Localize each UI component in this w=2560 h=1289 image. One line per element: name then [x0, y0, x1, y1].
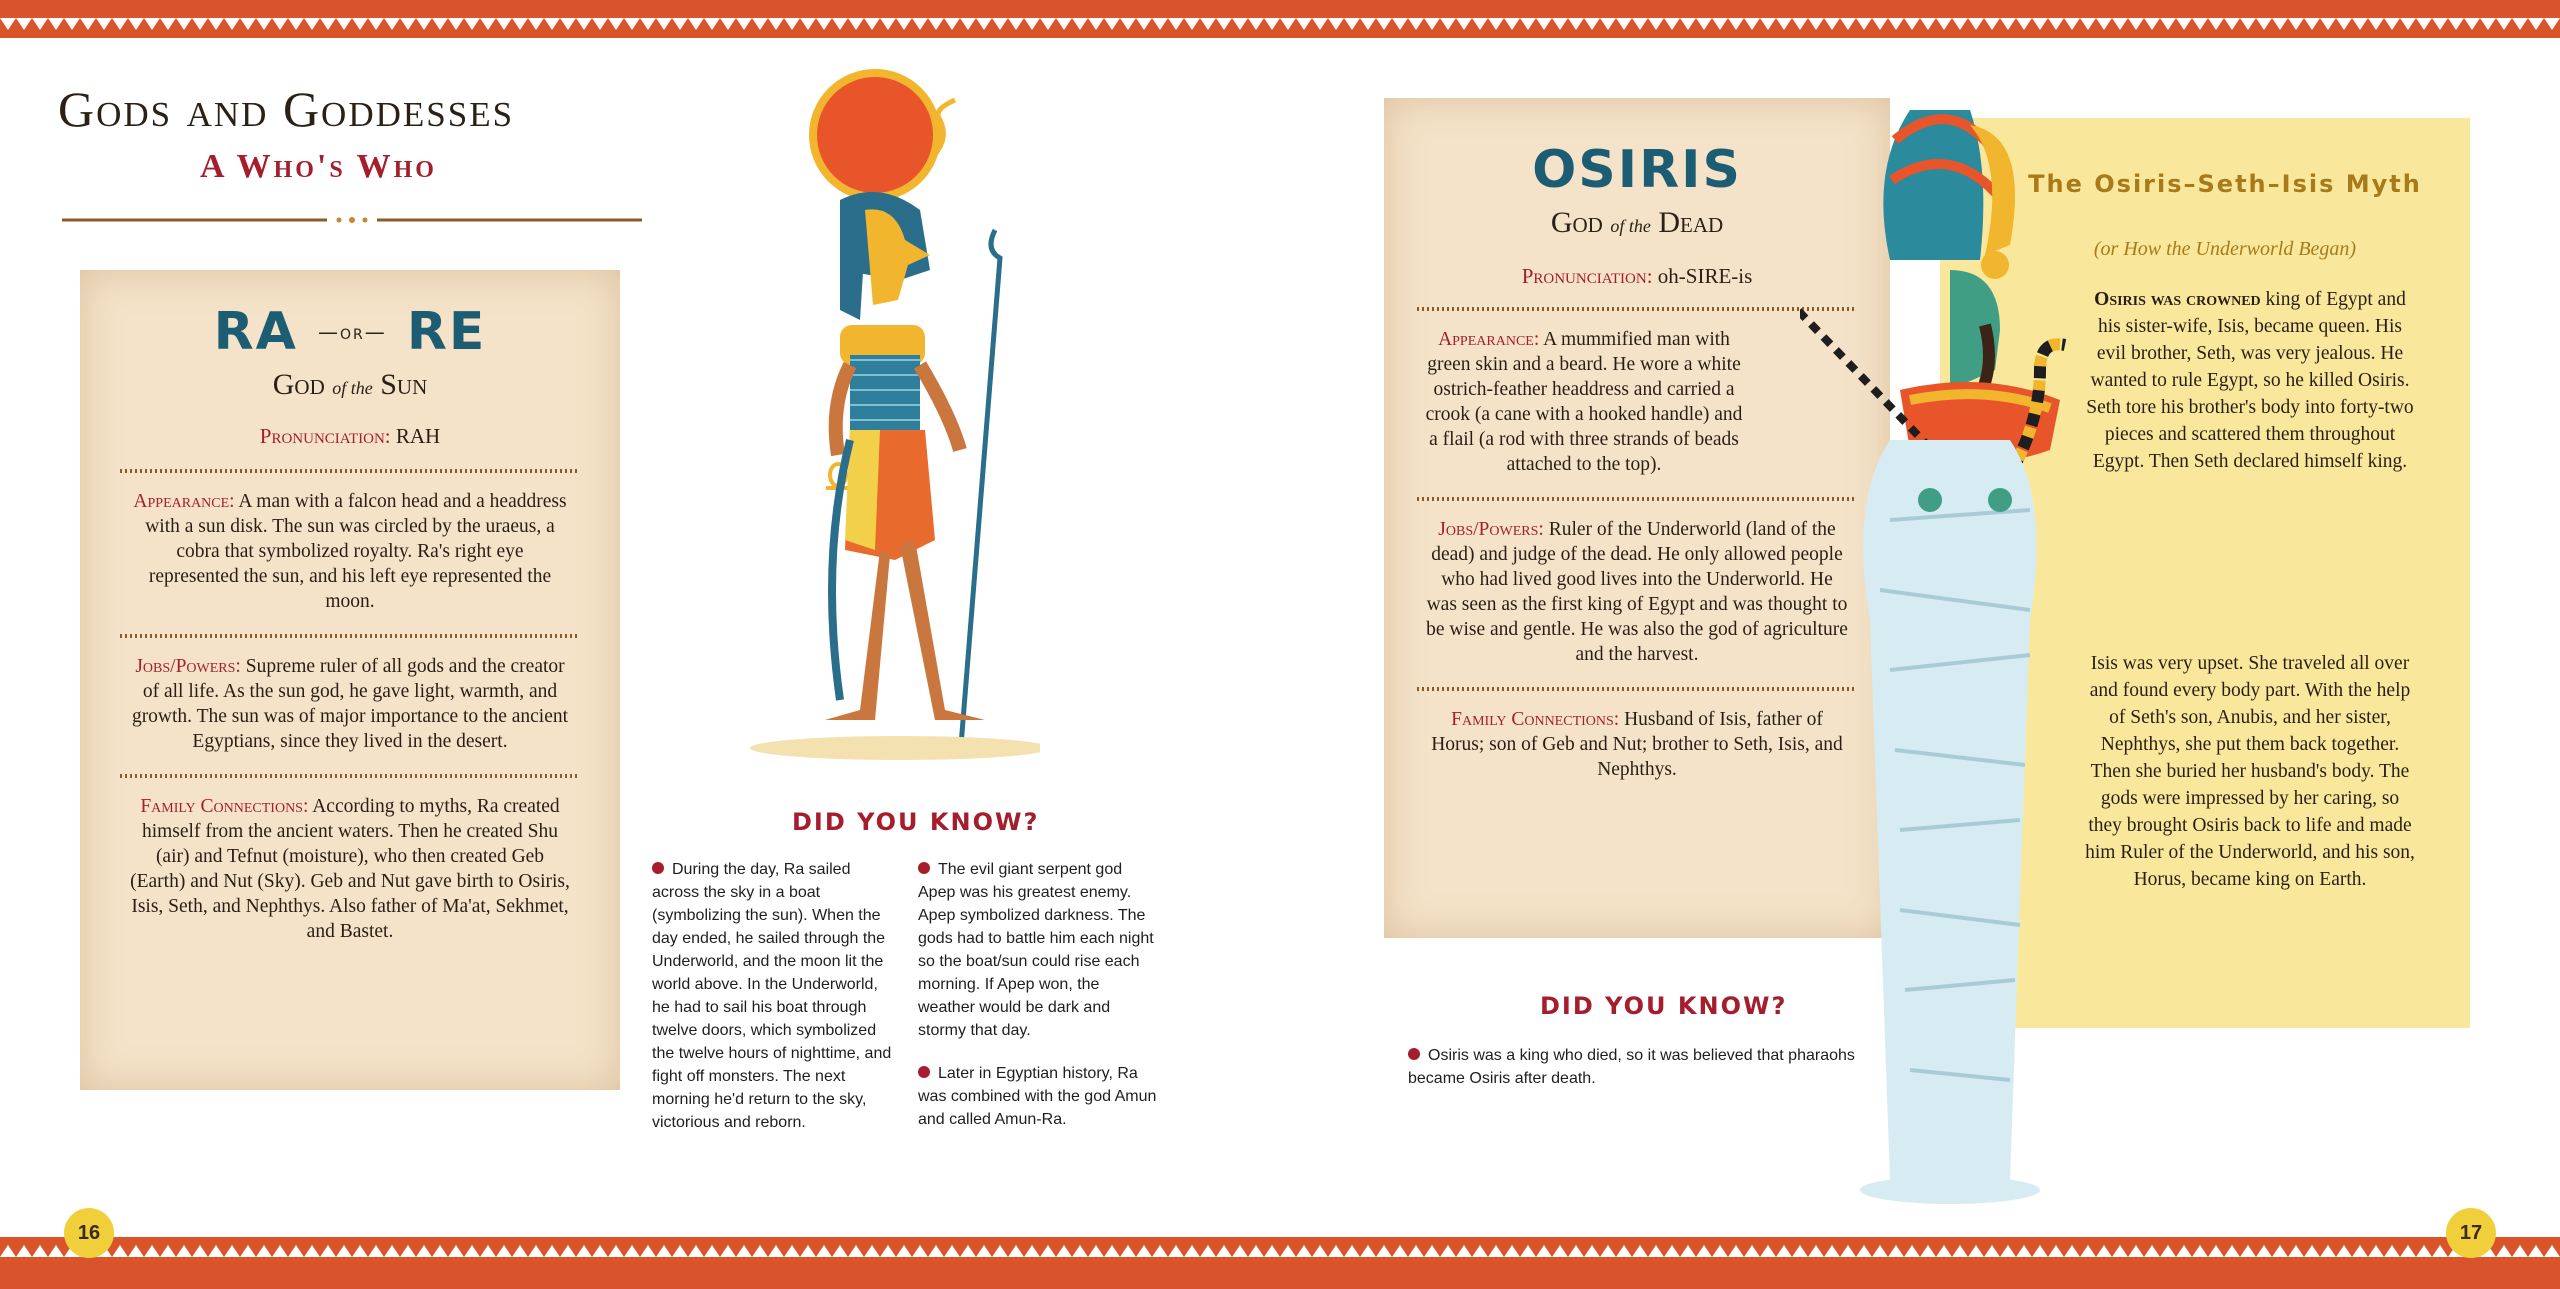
bullet-icon	[918, 862, 930, 874]
osiris-name: OSIRIS	[1532, 140, 1742, 200]
dyk-title-right: DID YOU KNOW?	[1540, 992, 1788, 1020]
dyk-left-item-2-text: The evil giant serpent god Apep was his greatest enemy. Apep symbolized darkness. The gods had to battle him each night so the boat/sun could rise each morning. If Apep won, the weather would be dark and stormy that day.	[918, 861, 1154, 1039]
osiris-pron-label: Pronunciation:	[1521, 264, 1653, 288]
dyk-left-item-3-text: Later in Egyptian history, Ra was combined with the god Amun and called Amun-Ra.	[918, 1065, 1157, 1128]
page-number-left: 16	[64, 1208, 114, 1258]
osiris-family-text: Husband of Isis, father of Horus; son of Geb and Nut; brother to Seth, Isis, and Nephthys.	[1431, 709, 1843, 780]
myth-lead: Osiris was crowned	[2094, 289, 2261, 310]
osiris-sub-pre: God	[1550, 206, 1603, 239]
ra-divider-3	[120, 772, 580, 780]
bullet-icon	[918, 1066, 930, 1078]
myth-title: The Osiris–Seth–Isis Myth	[2028, 170, 2422, 198]
ra-family	[80, 780, 620, 944]
bottom-border	[0, 1237, 2560, 1289]
dyk-right-item-1	[1408, 1044, 1868, 1090]
page-subtitle: A Who's Who	[200, 148, 437, 185]
ra-family-text: According to myths, Ra created himself from the ancient waters. Then he created Shu (air) and Tefnut (moisture), who then created Geb (Earth) and Nut (Sky). Geb and Nut gave birth to Osiris, Isis, Seth, and Nephthys. Also father of Ma'at, Sekhmet, and Bastet.	[130, 796, 570, 942]
ra-pron-value: RAH	[395, 424, 441, 448]
bullet-icon	[1408, 1048, 1420, 1060]
osiris-appearance-label: Appearance:	[1438, 329, 1540, 350]
page-title: Gods and Goddesses	[58, 81, 515, 137]
ra-name-or: —or—	[317, 320, 387, 344]
ra-name-b: RE	[406, 302, 487, 362]
myth-para-2: Isis was very upset. She traveled all over and found every body part. With the help of Seth's son, Anubis, and her sister, Nephthys, she put them back together. Then she buried her husband's body. The gods were impressed by her caring, so they brought Osiris back to life and made him Ruler of the Underworld, and his son, Horus, became king on Earth.	[2085, 653, 2415, 890]
osiris-divider-2	[1417, 495, 1857, 503]
ra-jobs-label: Jobs/Powers:	[135, 656, 241, 677]
ra-appearance-text: A man with a falcon head and a headdress with a sun disk. The sun was circled by the uraeus, a cobra that symbolized royalty. Ra's right eye represented the sun, and his left eye represented the moon.	[145, 491, 567, 612]
dyk-right-col	[1408, 1044, 1868, 1110]
dyk-title-left: DID YOU KNOW?	[792, 808, 1040, 836]
page-number-right: 17	[2446, 1208, 2496, 1258]
osiris-pron-value: oh-SIRE-is	[1657, 264, 1753, 288]
ra-pron-label: Pronunciation:	[259, 424, 391, 448]
bottom-border-pattern	[0, 1243, 2560, 1257]
ra-jobs	[80, 640, 620, 754]
dyk-left-col1	[652, 858, 892, 1154]
myth-para-1: king of Egypt and his sister-wife, Isis, became queen. His evil brother, Seth, was very jealous. He wanted to rule Egypt, so he killed Osiris. Seth tore his brother's body into forty-two pieces and scattered them throughout Egypt. Then Seth declared himself king.	[2086, 289, 2414, 472]
osiris-divider-3	[1417, 685, 1857, 693]
osiris-appearance-text: A mummified man with green skin and a beard. He wore a white ostrich-feather headdress and carried a crook (a cane with a hooked handle) and a flail (a rod with three strands of beads attached to the top).	[1425, 329, 1743, 475]
dyk-left-item-1-text: During the day, Ra sailed across the sky in a boat (symbolizing the sun). When the day ended, he sailed through the Underworld, and the moon lit the world above. In the Underworld, he had to sail his boat through twelve doors, which symbolized the twelve hours of nighttime, and fight off monsters. The next morning he'd return to the sky, victorious and reborn.	[652, 861, 892, 1131]
ra-divider-1	[120, 467, 580, 475]
ra-name-a: RA	[213, 302, 298, 362]
osiris-divider-1	[1417, 305, 1857, 313]
ra-pronunciation	[80, 424, 620, 449]
dyk-left-col2	[918, 858, 1158, 1151]
top-border-pattern	[0, 18, 2560, 32]
ra-sub-pre: God	[272, 368, 325, 401]
osiris-sub-of: of the	[1610, 216, 1651, 236]
ra-illustration	[700, 60, 1040, 780]
top-border	[0, 0, 2560, 38]
ra-appearance-label: Appearance:	[133, 491, 235, 512]
osiris-sub-post: Dead	[1658, 206, 1724, 239]
dyk-left-item-2	[918, 858, 1158, 1042]
myth-text-2	[2085, 650, 2415, 893]
osiris-jobs-label: Jobs/Powers:	[1438, 519, 1544, 540]
sun-disk-icon	[813, 73, 937, 197]
dyk-right-item-1-text: Osiris was a king who died, so it was believed that pharaohs became Osiris after death.	[1408, 1047, 1855, 1087]
bullet-icon	[652, 862, 664, 874]
ra-subtitle	[80, 368, 620, 402]
myth-text	[2085, 286, 2415, 475]
osiris-family-label: Family Connections:	[1451, 709, 1620, 730]
ra-sub-of: of the	[332, 378, 373, 398]
ra-divider-2	[120, 632, 580, 640]
dyk-left-item-3	[918, 1062, 1158, 1131]
header-divider	[62, 214, 642, 226]
ra-family-label: Family Connections:	[140, 796, 309, 817]
ra-sub-post: Sun	[380, 368, 428, 401]
ra-jobs-text: Supreme ruler of all gods and the creator of all life. As the sun god, he gave light, warmth, and growth. The sun was of major importance to the ancient Egyptians, since they lived in the desert.	[131, 656, 569, 752]
dyk-left-item-1	[652, 858, 892, 1134]
osiris-jobs-text: Ruler of the Underworld (land of the dead) and judge of the dead. He only allowed people who had lived good lives into the Underworld. He was seen as the first king of Egypt and was thought to be wise and gentle. He was also the god of agriculture and the harvest.	[1426, 519, 1848, 665]
ra-appearance	[80, 475, 620, 614]
myth-subtitle: (or How the Underworld Began)	[2093, 238, 2357, 260]
ra-card	[80, 270, 620, 1090]
ra-name	[80, 302, 620, 362]
